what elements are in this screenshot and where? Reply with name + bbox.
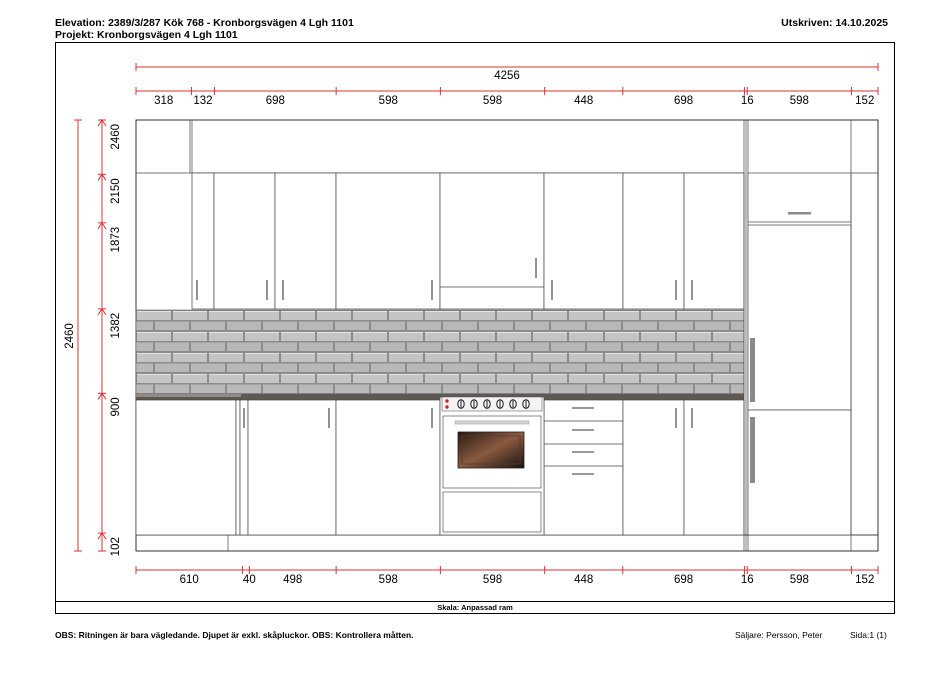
bottom-dimension-label: 498 xyxy=(283,574,303,586)
scale-label: Skala: Anpassad ram xyxy=(55,601,895,614)
seller-name: Säljare: Persson, Peter xyxy=(735,630,823,640)
bottom-dimension-label: 598 xyxy=(378,574,398,586)
countertop-edge xyxy=(136,394,241,397)
top-dimension-labels xyxy=(154,95,874,107)
top-dimension-label: 598 xyxy=(482,95,503,107)
elevation-title: Elevation: 2389/3/287 Kök 768 - Kronborgsvägen 4 Lgh 1101 xyxy=(55,17,354,29)
bottom-dimension-label: 598 xyxy=(789,574,809,586)
project-title: Projekt: Kronborgsvägen 4 Lgh 1101 xyxy=(55,29,238,41)
top-dimension-label: 698 xyxy=(674,95,694,107)
top-dimension-label: 318 xyxy=(154,95,174,107)
print-date: Utskriven: 14.10.2025 xyxy=(781,17,888,29)
disclaimer-note: OBS: Ritningen är bara vägledande. Djupet är exkl. skåpluckor. OBS: Kontrollera måtten. xyxy=(55,630,414,640)
tile-backsplash xyxy=(136,310,744,394)
height-dimension-label: 2150 xyxy=(110,178,122,204)
bottom-dimension-label: 598 xyxy=(482,574,503,586)
bottom-dimension-label: 698 xyxy=(674,574,694,586)
top-dimension-label: 698 xyxy=(265,95,285,107)
top-dimension-label: 448 xyxy=(574,95,594,107)
height-dimension-label: 2460 xyxy=(110,124,122,150)
total-width-label: 4256 xyxy=(494,70,520,82)
wall-cabinets xyxy=(192,173,744,309)
top-dimension-label: 132 xyxy=(193,95,213,107)
height-dimension-label: 1382 xyxy=(110,312,122,339)
soffit xyxy=(136,120,744,173)
height-dimension-labels xyxy=(110,124,122,556)
bottom-dimension-labels xyxy=(180,574,875,586)
bottom-dimension-label: 152 xyxy=(855,574,875,586)
bottom-dimension-label: 448 xyxy=(574,574,594,586)
top-dimension-label: 16 xyxy=(740,95,754,107)
bottom-dimension-label: 40 xyxy=(242,574,256,586)
tall-cabinet xyxy=(744,120,878,551)
height-dimension-label: 900 xyxy=(110,397,122,417)
bottom-dimension-label: 16 xyxy=(740,574,754,586)
top-dimension-label: 598 xyxy=(378,95,398,107)
bottom-dimension-label: 610 xyxy=(179,574,199,586)
top-dimension-label: 152 xyxy=(855,95,875,107)
total-height-label: 2460 xyxy=(64,323,76,349)
page-number: Sida:1 (1) xyxy=(850,630,887,640)
stove xyxy=(440,397,544,535)
height-dimension-label: 1873 xyxy=(110,226,122,253)
height-dimension-label: 102 xyxy=(110,537,122,557)
top-dimension-label: 598 xyxy=(789,95,809,107)
